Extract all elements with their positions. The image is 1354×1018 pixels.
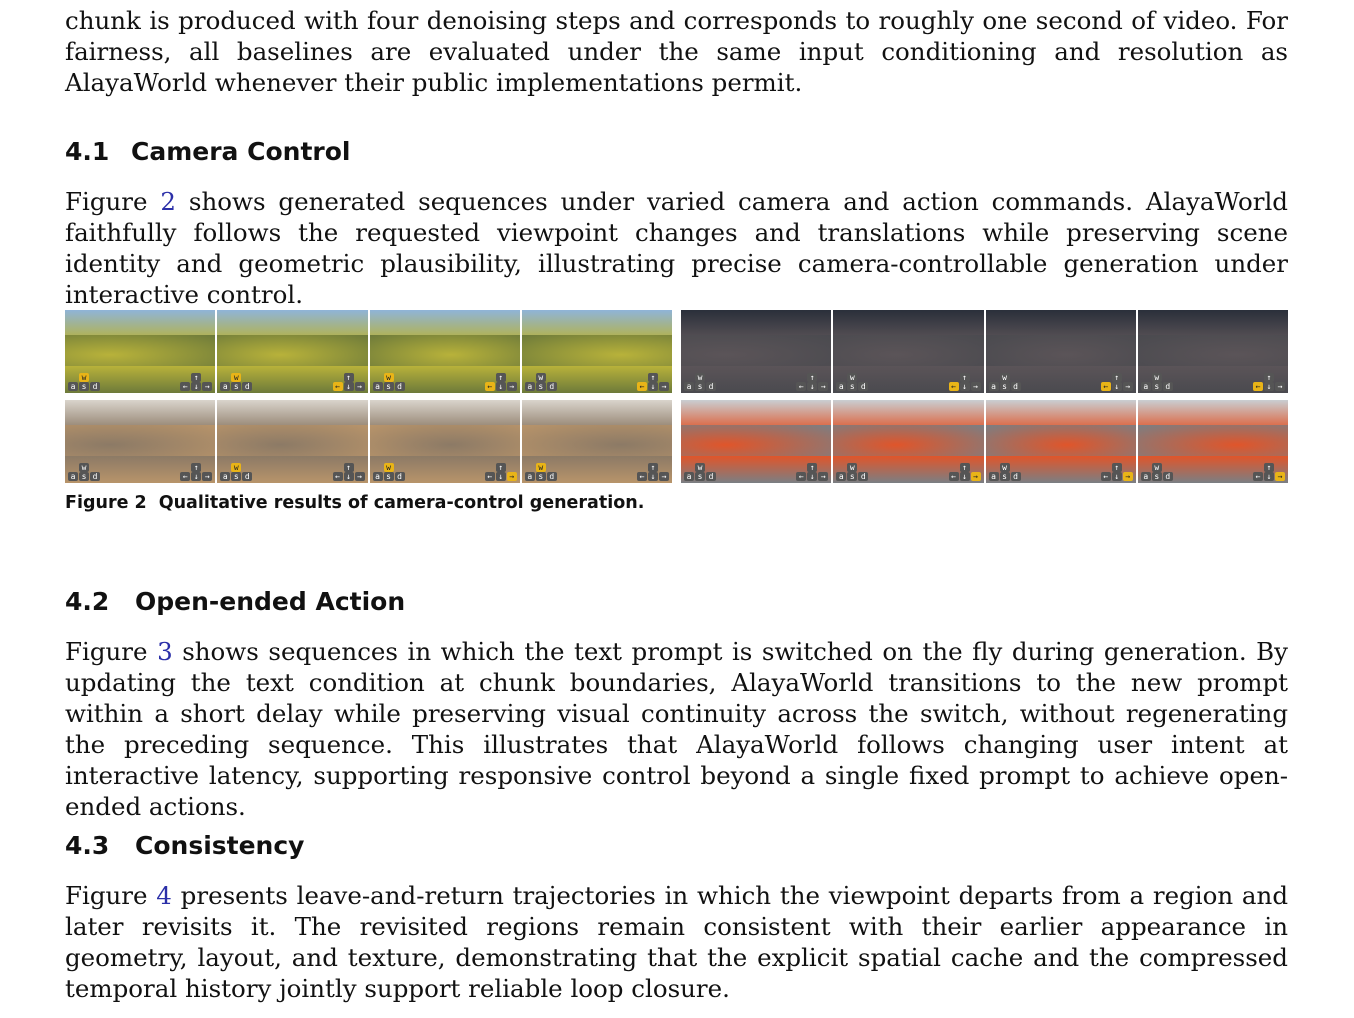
key-cap: ↑: [496, 463, 506, 472]
key-cap: ↑: [1112, 463, 1122, 472]
key-cap: →: [971, 382, 981, 391]
frame-middle-region: [1138, 335, 1288, 368]
key-cap: →: [818, 472, 828, 481]
key-cap: w: [1000, 373, 1010, 382]
frame-showroom-orange-car: [833, 400, 983, 483]
key-cap: d: [1011, 472, 1021, 481]
key-cap: ↓: [648, 472, 658, 481]
key-cap: w: [1152, 373, 1162, 382]
frame-middle-region: [65, 425, 215, 458]
key-cap: a: [68, 382, 78, 391]
key-cap: ↑: [807, 463, 817, 472]
key-cap: ↓: [807, 472, 817, 481]
key-cap: ↑: [648, 463, 658, 472]
key-cap: s: [1000, 382, 1010, 391]
look-keys-overlay: [949, 373, 981, 391]
key-cap: a: [373, 382, 383, 391]
look-keys-overlay: [1253, 463, 1285, 481]
key-cap: ↑: [344, 373, 354, 382]
paragraph-text: Figure: [65, 881, 157, 910]
move-keys-overlay: [684, 373, 716, 391]
move-keys-overlay: [525, 463, 557, 481]
move-keys-overlay: [989, 463, 1021, 481]
key-cap: d: [706, 472, 716, 481]
figure-caption: [65, 493, 644, 513]
section-paragraph-4-2: [65, 636, 1288, 822]
key-cap: s: [536, 472, 546, 481]
key-cap: ←: [637, 382, 647, 391]
look-keys-overlay: [949, 463, 981, 481]
key-cap: ↑: [1264, 373, 1274, 382]
figure-ref-link[interactable]: 3: [157, 637, 173, 666]
key-cap: d: [547, 382, 557, 391]
key-cap: ↑: [344, 463, 354, 472]
move-keys-overlay: [1141, 463, 1173, 481]
section-paragraph-4-1: [65, 186, 1288, 310]
key-cap: ↓: [807, 382, 817, 391]
key-cap: →: [202, 472, 212, 481]
key-cap: d: [706, 382, 716, 391]
key-cap: d: [395, 382, 405, 391]
frame-middle-region: [522, 425, 672, 458]
key-cap: ↑: [1112, 373, 1122, 382]
key-cap: w: [384, 373, 394, 382]
key-cap: s: [847, 472, 857, 481]
key-cap: d: [1011, 382, 1021, 391]
frame-indoor-hallway: [522, 400, 672, 483]
key-cap: d: [858, 472, 868, 481]
key-cap: →: [355, 472, 365, 481]
key-cap: d: [242, 472, 252, 481]
key-cap: d: [242, 382, 252, 391]
frame-showroom-orange-car: [1138, 400, 1288, 483]
key-cap: a: [836, 382, 846, 391]
key-cap: ↓: [344, 472, 354, 481]
key-cap: a: [220, 472, 230, 481]
key-cap: →: [1275, 472, 1285, 481]
key-cap: w: [231, 463, 241, 472]
key-cap: →: [1123, 382, 1133, 391]
key-cap: ↓: [1112, 472, 1122, 481]
section-number: 4.2: [65, 587, 110, 616]
frame-middle-region: [681, 425, 831, 458]
key-cap: s: [231, 382, 241, 391]
key-cap: ←: [485, 472, 495, 481]
key-cap: ←: [180, 472, 190, 481]
frame-middle-region: [65, 335, 215, 368]
look-keys-overlay: [485, 373, 517, 391]
move-keys-overlay: [373, 373, 405, 391]
figure-ref-link[interactable]: 2: [160, 187, 176, 216]
key-cap: a: [684, 382, 694, 391]
key-cap: w: [536, 463, 546, 472]
key-cap: a: [220, 382, 230, 391]
paragraph-text: shows generated sequences under varied camera and action commands. AlayaWorld faithfully follows the requested viewpoint changes and translations while preserving scene identity and geometric plausibility, illustrating precise camera-controllable generation under interactive control.: [65, 187, 1288, 309]
frame-middle-region: [522, 335, 672, 368]
key-cap: ↑: [191, 463, 201, 472]
look-keys-overlay: [637, 373, 669, 391]
look-keys-overlay: [637, 463, 669, 481]
key-cap: ←: [949, 382, 959, 391]
key-cap: ←: [949, 472, 959, 481]
key-cap: s: [1000, 472, 1010, 481]
key-cap: ↓: [1264, 472, 1274, 481]
key-cap: ↑: [496, 373, 506, 382]
frame-middle-region: [986, 425, 1136, 458]
key-cap: ←: [637, 472, 647, 481]
look-keys-overlay: [1253, 373, 1285, 391]
key-cap: s: [231, 472, 241, 481]
key-cap: →: [971, 472, 981, 481]
frame-middle-region: [833, 425, 983, 458]
figure-panel-left: [65, 310, 672, 483]
key-cap: →: [659, 472, 669, 481]
key-cap: s: [1152, 472, 1162, 481]
key-cap: s: [695, 382, 705, 391]
key-cap: a: [68, 472, 78, 481]
key-cap: a: [684, 472, 694, 481]
key-cap: ←: [1101, 472, 1111, 481]
key-cap: s: [79, 472, 89, 481]
key-cap: ↑: [960, 463, 970, 472]
key-cap: ↑: [1264, 463, 1274, 472]
key-cap: s: [384, 472, 394, 481]
figure-label: Figure 2: [65, 493, 147, 513]
key-cap: d: [90, 472, 100, 481]
key-cap: ↓: [960, 472, 970, 481]
section-number: 4.1: [65, 137, 110, 166]
key-cap: w: [79, 373, 89, 382]
key-cap: ↓: [344, 382, 354, 391]
look-keys-overlay: [1101, 463, 1133, 481]
look-keys-overlay: [180, 463, 212, 481]
figure-caption-text: Qualitative results of camera-control generation.: [158, 493, 645, 513]
key-cap: w: [847, 463, 857, 472]
look-keys-overlay: [796, 463, 828, 481]
key-cap: a: [1141, 382, 1151, 391]
key-cap: a: [373, 472, 383, 481]
frame-middle-region: [217, 335, 367, 368]
frame-middle-region: [370, 425, 520, 458]
figure-panel-right: [681, 310, 1288, 483]
key-cap: ←: [180, 382, 190, 391]
key-cap: s: [1152, 382, 1162, 391]
key-cap: ←: [1101, 382, 1111, 391]
frame-middle-region: [986, 335, 1136, 368]
frame-indoor-hallway: [217, 400, 367, 483]
key-cap: ↓: [1112, 382, 1122, 391]
key-cap: →: [1275, 382, 1285, 391]
key-cap: d: [90, 382, 100, 391]
key-cap: ↑: [648, 373, 658, 382]
key-cap: a: [836, 472, 846, 481]
move-keys-overlay: [68, 463, 100, 481]
key-cap: d: [1163, 472, 1173, 481]
key-cap: →: [1123, 472, 1133, 481]
frame-mountain-forest: [522, 310, 672, 393]
key-cap: ←: [796, 382, 806, 391]
section-title: Camera Control: [131, 137, 351, 166]
key-cap: ←: [796, 472, 806, 481]
frame-city-night-street: [1138, 310, 1288, 393]
figure-2: [65, 310, 1288, 484]
key-cap: s: [384, 382, 394, 391]
key-cap: →: [507, 382, 517, 391]
key-cap: ↓: [191, 472, 201, 481]
key-cap: ←: [1253, 472, 1263, 481]
key-cap: w: [384, 463, 394, 472]
key-cap: w: [847, 373, 857, 382]
move-keys-overlay: [373, 463, 405, 481]
look-keys-overlay: [180, 373, 212, 391]
key-cap: w: [1152, 463, 1162, 472]
move-keys-overlay: [684, 463, 716, 481]
key-cap: ↑: [191, 373, 201, 382]
look-keys-overlay: [1101, 373, 1133, 391]
key-cap: w: [536, 373, 546, 382]
frame-indoor-hallway: [370, 400, 520, 483]
move-keys-overlay: [68, 373, 100, 391]
key-cap: →: [355, 382, 365, 391]
key-cap: w: [1000, 463, 1010, 472]
frame-mountain-forest: [65, 310, 215, 393]
section-heading-4-3: [65, 831, 304, 860]
paragraph-text: Figure: [65, 637, 158, 666]
look-keys-overlay: [333, 373, 365, 391]
move-keys-overlay: [525, 373, 557, 391]
key-cap: →: [659, 382, 669, 391]
move-keys-overlay: [220, 463, 252, 481]
key-cap: ↓: [1264, 382, 1274, 391]
key-cap: ↓: [496, 472, 506, 481]
frame-middle-region: [1138, 425, 1288, 458]
key-cap: ↑: [807, 373, 817, 382]
move-keys-overlay: [836, 373, 868, 391]
key-cap: a: [989, 472, 999, 481]
key-cap: w: [79, 463, 89, 472]
key-cap: ←: [333, 472, 343, 481]
section-number: 4.3: [65, 831, 110, 860]
key-cap: ↑: [960, 373, 970, 382]
frame-showroom-orange-car: [986, 400, 1136, 483]
frame-city-night-street: [681, 310, 831, 393]
frame-middle-region: [833, 335, 983, 368]
frame-middle-region: [370, 335, 520, 368]
key-cap: ←: [485, 382, 495, 391]
frame-mountain-forest: [217, 310, 367, 393]
frame-mountain-forest: [370, 310, 520, 393]
key-cap: w: [695, 463, 705, 472]
key-cap: d: [395, 472, 405, 481]
figure-ref-link[interactable]: 4: [156, 881, 172, 910]
look-keys-overlay: [796, 373, 828, 391]
paragraph-text: shows sequences in which the text prompt is switched on the fly during generation. By updating the text condition at chunk boundaries, AlayaWorld transitions to the new prompt within a short delay while preserving visual continuity across the switch, without regenerating the preceding sequence. This illustrates that AlayaWorld follows changing user intent at interactive latency, supporting responsive control beyond a single fixed prompt to achieve open-ended actions.: [65, 637, 1289, 821]
move-keys-overlay: [989, 373, 1021, 391]
look-keys-overlay: [333, 463, 365, 481]
key-cap: s: [847, 382, 857, 391]
frame-showroom-orange-car: [681, 400, 831, 483]
section-heading-4-1: [65, 137, 350, 166]
frame-middle-region: [217, 425, 367, 458]
paragraph-text: Figure: [65, 187, 161, 216]
move-keys-overlay: [1141, 373, 1173, 391]
key-cap: ↓: [496, 382, 506, 391]
key-cap: a: [525, 472, 535, 481]
key-cap: d: [1163, 382, 1173, 391]
key-cap: w: [695, 373, 705, 382]
key-cap: →: [202, 382, 212, 391]
key-cap: ←: [1253, 382, 1263, 391]
key-cap: ←: [333, 382, 343, 391]
frame-indoor-hallway: [65, 400, 215, 483]
key-cap: a: [989, 382, 999, 391]
key-cap: ↓: [960, 382, 970, 391]
key-cap: a: [1141, 472, 1151, 481]
section-heading-4-2: [65, 587, 405, 616]
section-paragraph-4-3: [65, 880, 1288, 1004]
key-cap: d: [858, 382, 868, 391]
look-keys-overlay: [485, 463, 517, 481]
move-keys-overlay: [220, 373, 252, 391]
move-keys-overlay: [836, 463, 868, 481]
section-title: Consistency: [135, 831, 305, 860]
key-cap: w: [231, 373, 241, 382]
key-cap: →: [507, 472, 517, 481]
key-cap: ↓: [648, 382, 658, 391]
frame-city-night-street: [986, 310, 1136, 393]
frame-city-night-street: [833, 310, 983, 393]
key-cap: a: [525, 382, 535, 391]
frame-middle-region: [681, 335, 831, 368]
key-cap: d: [547, 472, 557, 481]
key-cap: ↓: [191, 382, 201, 391]
section-title: Open-ended Action: [135, 587, 406, 616]
intro-paragraph: chunk is produced with four denoising steps and corresponds to roughly one second of video. For fairness, all baselines are evaluated under the same input conditioning and resolution as AlayaWorld whenever their public implementations permit.: [65, 6, 1288, 97]
paragraph-text: presents leave-and-return trajectories in which the viewpoint departs from a region and later revisits it. The revisited regions remain consistent with their earlier appearance in geometry, layout, and texture, demonstrating that the explicit spatial cache and the compressed temporal history jointly support reliable loop closure.: [65, 881, 1289, 1003]
key-cap: s: [79, 382, 89, 391]
key-cap: s: [695, 472, 705, 481]
key-cap: →: [818, 382, 828, 391]
key-cap: s: [536, 382, 546, 391]
